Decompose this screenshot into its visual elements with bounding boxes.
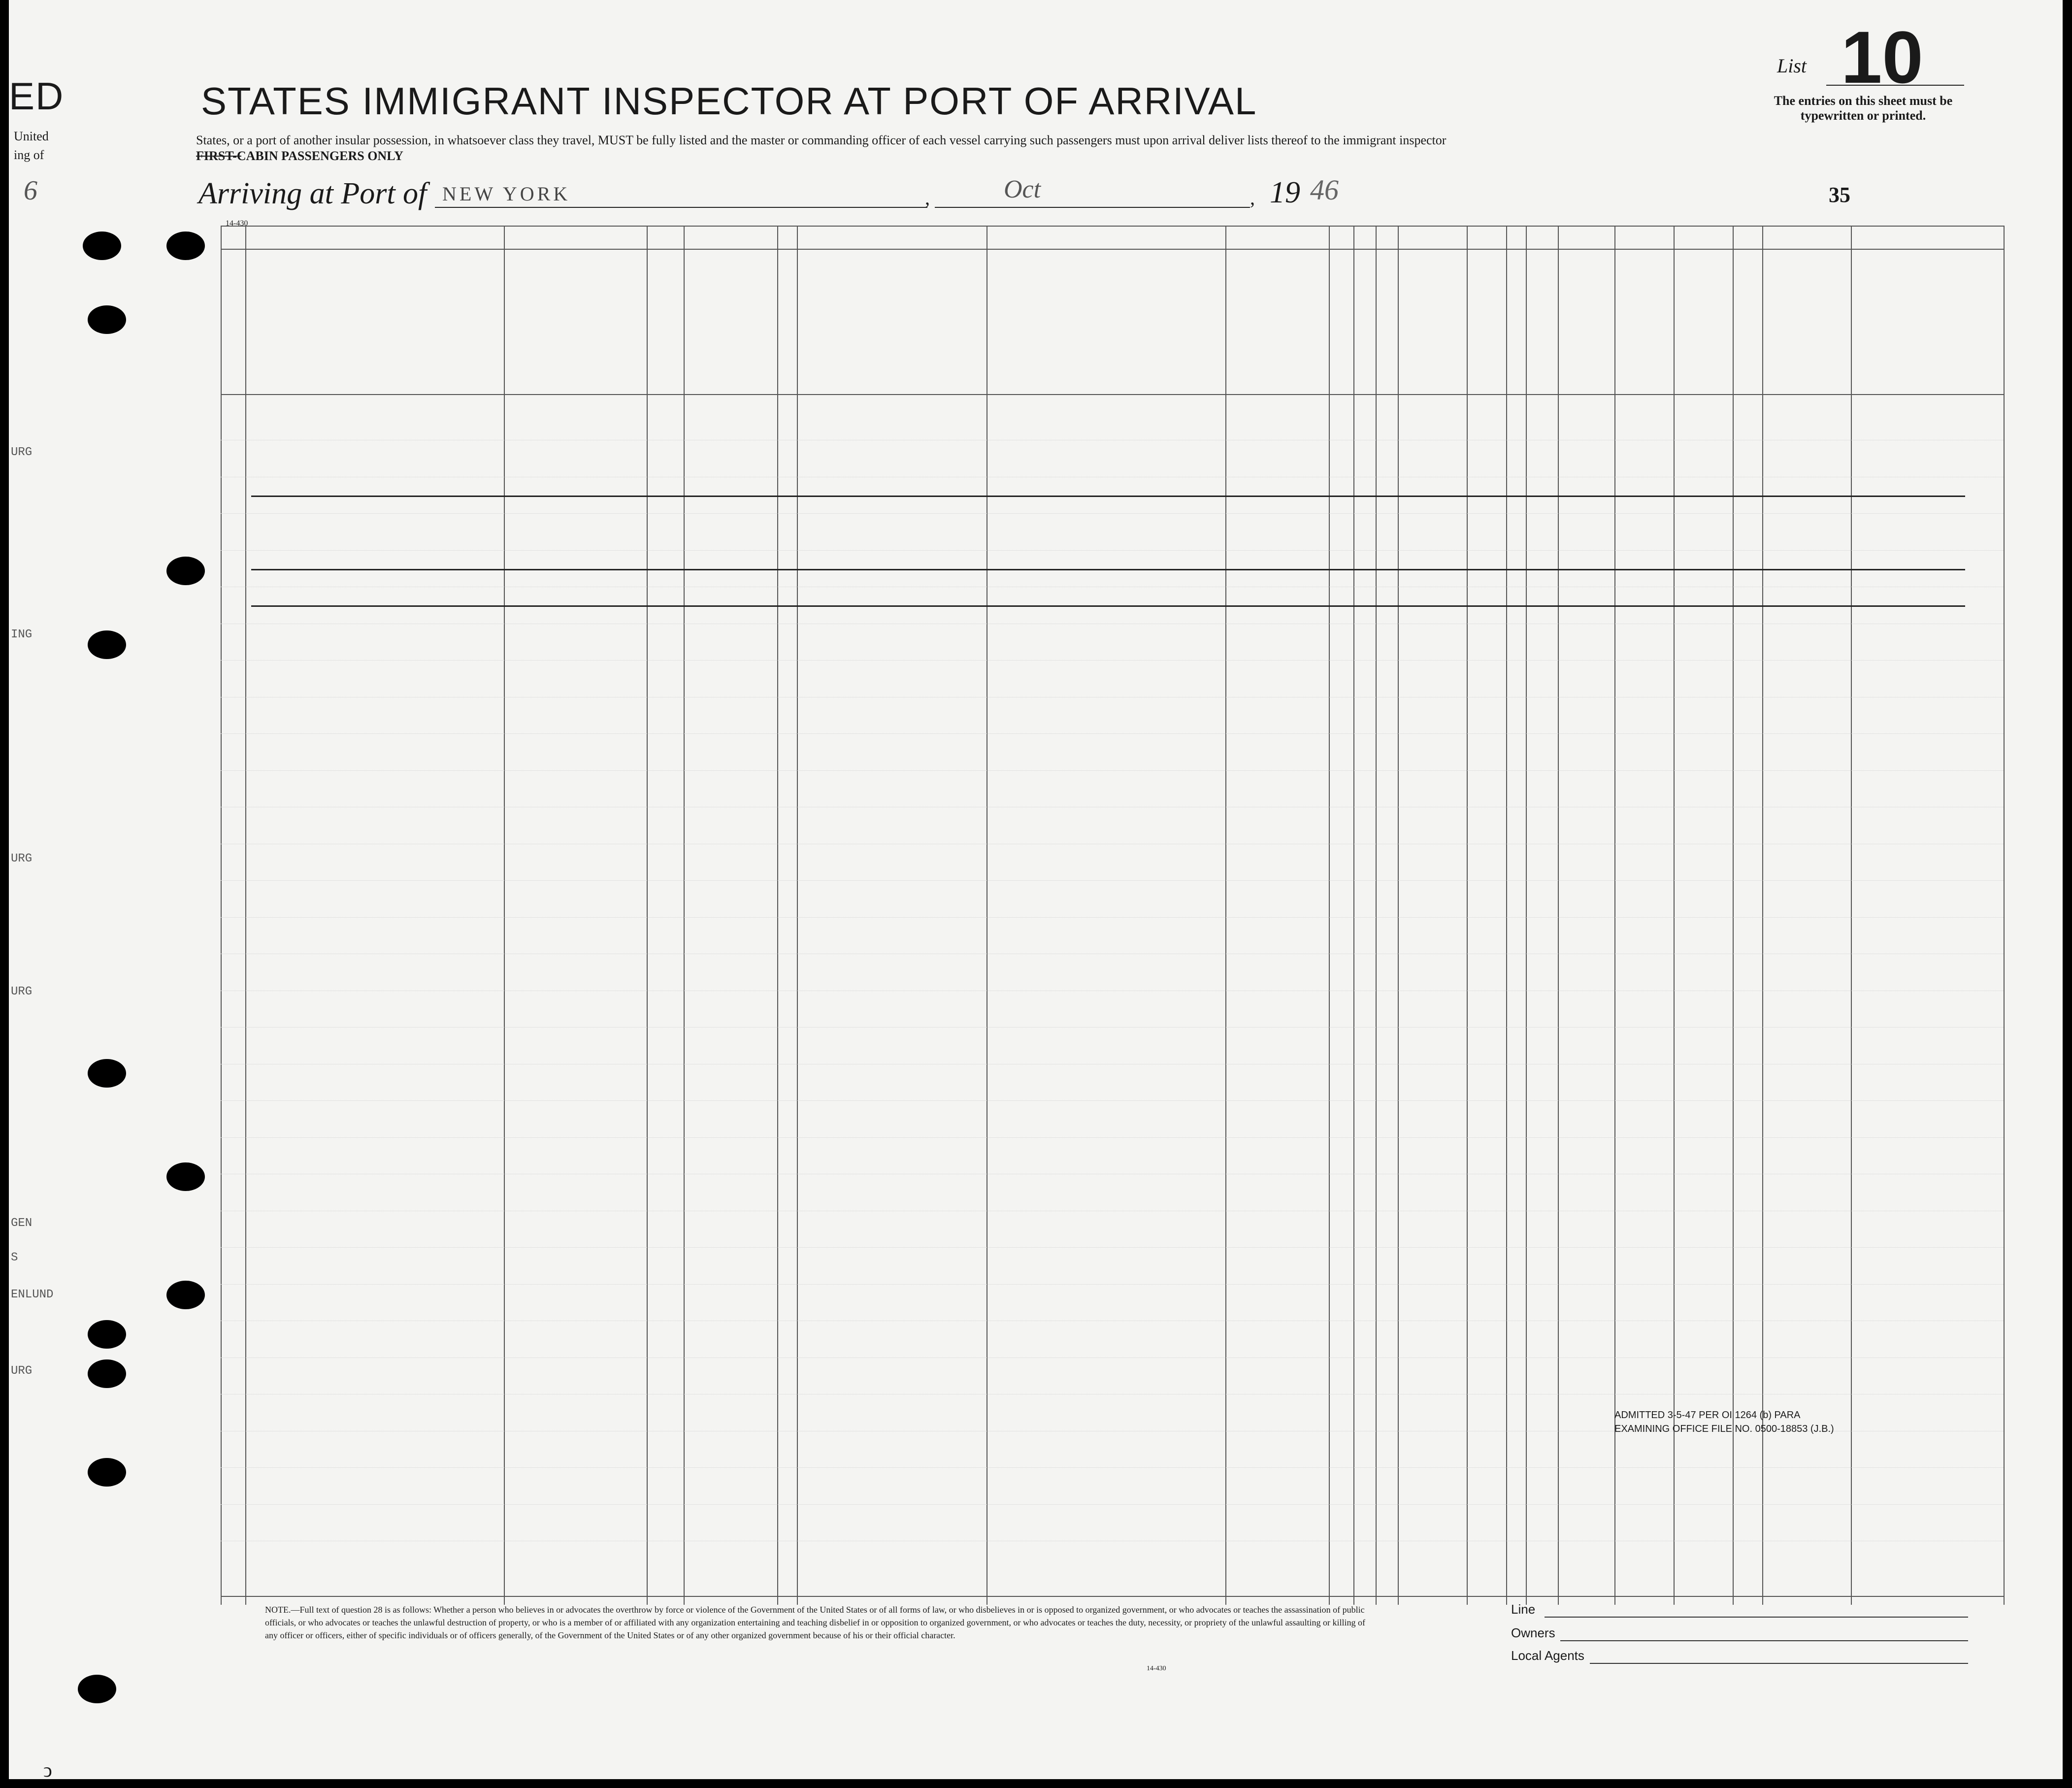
binding-hole (88, 1320, 126, 1349)
column-header-31 (1528, 266, 1556, 384)
column-header-26 (1355, 266, 1374, 384)
column-rule (1558, 226, 1559, 1605)
binding-hole (88, 1458, 126, 1487)
margin-fragment: GEN (11, 1217, 33, 1230)
header-rule-top (221, 226, 2004, 227)
binding-hole (166, 232, 205, 260)
footer-agents-label: Local Agents (1511, 1648, 1584, 1663)
column-rule (504, 226, 505, 1605)
footer-note: NOTE.—Full text of question 28 is as follows: Whether a person who believes in or advocates the overthrow by force or violence of the Government of the United States or of all forms of law, or who disbelieves in or is opposed to organized government, or who advocates or teaches the assassination of public officials, or who advocates or teaches the unlawful destruction of property, or who is a member of or affiliated with any organization entertaining and teaching disbelief in or opposition to organized government, or who advocates or teaches the duty, necessity, or propriety of the unlawful assaulting or killing of any officer or officers, either of specific individuals or of officers generally, of the Government of the United States or of any other organized government because of his or their official character. (265, 1605, 1366, 1641)
column-rule (1353, 226, 1354, 1605)
row-rule (221, 1100, 2004, 1101)
column-header-29 (1469, 266, 1504, 384)
sheet-instruction: The entries on this sheet must be typewritten or printed. (1774, 94, 1953, 123)
row-strikethrough (251, 496, 1965, 497)
year-prefix: 19 (1270, 176, 1300, 209)
left-fragment-sub2: ing of (14, 148, 44, 162)
margin-fragment: S (11, 1251, 18, 1264)
binding-hole (78, 1675, 116, 1703)
row-rule (221, 770, 2004, 771)
column-header-32 (1560, 266, 1612, 384)
column-rule (221, 226, 222, 1605)
margin-fragment: ING (11, 628, 33, 641)
page-title: STATES IMMIGRANT INSPECTOR AT PORT OF ARRIVAL (201, 79, 1257, 123)
row-rule (221, 733, 2004, 734)
arrival-month: Oct (1004, 175, 1041, 203)
column-rule (1733, 226, 1734, 1605)
column-header-33 (1616, 266, 1672, 384)
corner-mark: ↄ (43, 1759, 52, 1781)
margin-fragment: ENLUND (11, 1288, 54, 1301)
margin-fragment: URG (11, 852, 33, 865)
column-header-19 (649, 266, 682, 384)
binding-hole (88, 305, 126, 334)
footer-owners-rule (1560, 1640, 1968, 1641)
footer-owners-label: Owners (1511, 1625, 1555, 1640)
class-strike (196, 156, 241, 157)
row-rule (221, 880, 2004, 881)
comma-2: , (1250, 187, 1255, 209)
row-rule (221, 917, 2004, 918)
form-code-top: 14-430 (226, 219, 248, 228)
month-underline (935, 207, 1250, 208)
binding-hole (88, 1359, 126, 1388)
row-strikethrough (251, 569, 1965, 570)
row-rule (221, 550, 2004, 551)
column-rule (1762, 226, 1763, 1605)
column-header-35 (1735, 266, 1760, 384)
header-rule-nums (221, 249, 2004, 250)
manifest-sheet (9, 0, 2063, 1779)
left-fragment-sub1: United (14, 129, 49, 143)
column-rule (1614, 226, 1615, 1605)
year-suffix: 46 (1310, 174, 1339, 206)
passenger-class: FIRST-CABIN PASSENGERS ONLY (196, 149, 403, 163)
column-rule (1467, 226, 1468, 1605)
arriving-label: Arriving at Port of (198, 177, 427, 210)
comma-1: , (925, 187, 930, 209)
footer-form-code: 14-430 (1147, 1665, 1166, 1672)
binding-hole (88, 1059, 126, 1088)
port-underline (435, 207, 927, 208)
column-rule (1526, 226, 1527, 1605)
column-rule (1851, 226, 1852, 1605)
footer-rule (221, 1596, 2004, 1597)
row-rule (221, 1504, 2004, 1505)
footer-line-label: Line (1511, 1602, 1536, 1617)
margin-fragment: URG (11, 985, 33, 998)
column-header-21 (779, 266, 795, 384)
page-subtitle: States, or a port of another insular possession, in whatsoever class they travel, MUST be fully listed and the master or commanding officer of each vessel carrying such passengers must upon arrival deliver lists thereof to the immigrant inspector (196, 133, 1447, 147)
footer-line-rule (1545, 1617, 1968, 1618)
column-rule (1674, 226, 1675, 1605)
margin-fragment: URG (11, 446, 33, 459)
margin-fragment: URG (11, 1364, 33, 1378)
column-header-30 (1508, 266, 1524, 384)
row-rule (221, 1137, 2004, 1138)
column-rule (1376, 226, 1377, 1605)
binding-hole (83, 232, 121, 260)
binding-hole (166, 1162, 205, 1191)
admitted-stamp-line2: EXAMINING OFFICE FILE NO. 0500-18853 (J.B.) (1614, 1424, 1834, 1434)
row-rule (221, 513, 2004, 514)
list-label: List (1777, 55, 1807, 77)
port-name: NEW YORK (442, 183, 571, 205)
row-strikethrough (251, 605, 1965, 607)
column-header-27 (1378, 266, 1396, 384)
binding-hole (166, 1281, 205, 1309)
column-header-25 (1331, 266, 1351, 384)
column-rule (1225, 226, 1226, 1605)
row-rule (221, 1284, 2004, 1285)
binding-hole (166, 557, 205, 585)
admitted-stamp-line1: ADMITTED 3-5-47 PER OI 1264 (b) PARA (1614, 1410, 1801, 1421)
column-rule (1398, 226, 1399, 1605)
column-rule (684, 226, 685, 1605)
header-rule-bottom (221, 394, 2004, 395)
row-rule (221, 660, 2004, 661)
column-rule (245, 226, 246, 1605)
column-rule (797, 226, 798, 1605)
column-rule (2004, 226, 2005, 1605)
row-rule (221, 1467, 2004, 1468)
column-rule (647, 226, 648, 1605)
column-rule (1329, 226, 1330, 1605)
binding-hole (88, 630, 126, 659)
sheet-number: 35 (1829, 183, 1850, 207)
row-rule (221, 1247, 2004, 1248)
column-header-34 (1676, 266, 1731, 384)
column-rule (777, 226, 778, 1605)
left-fragment-sub3: 6 (24, 175, 37, 206)
list-number: 10 (1841, 16, 1923, 99)
footer-agents-rule (1590, 1663, 1968, 1664)
column-rule (1506, 226, 1507, 1605)
left-fragment-title: ED (9, 74, 65, 118)
column-header-28 (1400, 266, 1465, 384)
